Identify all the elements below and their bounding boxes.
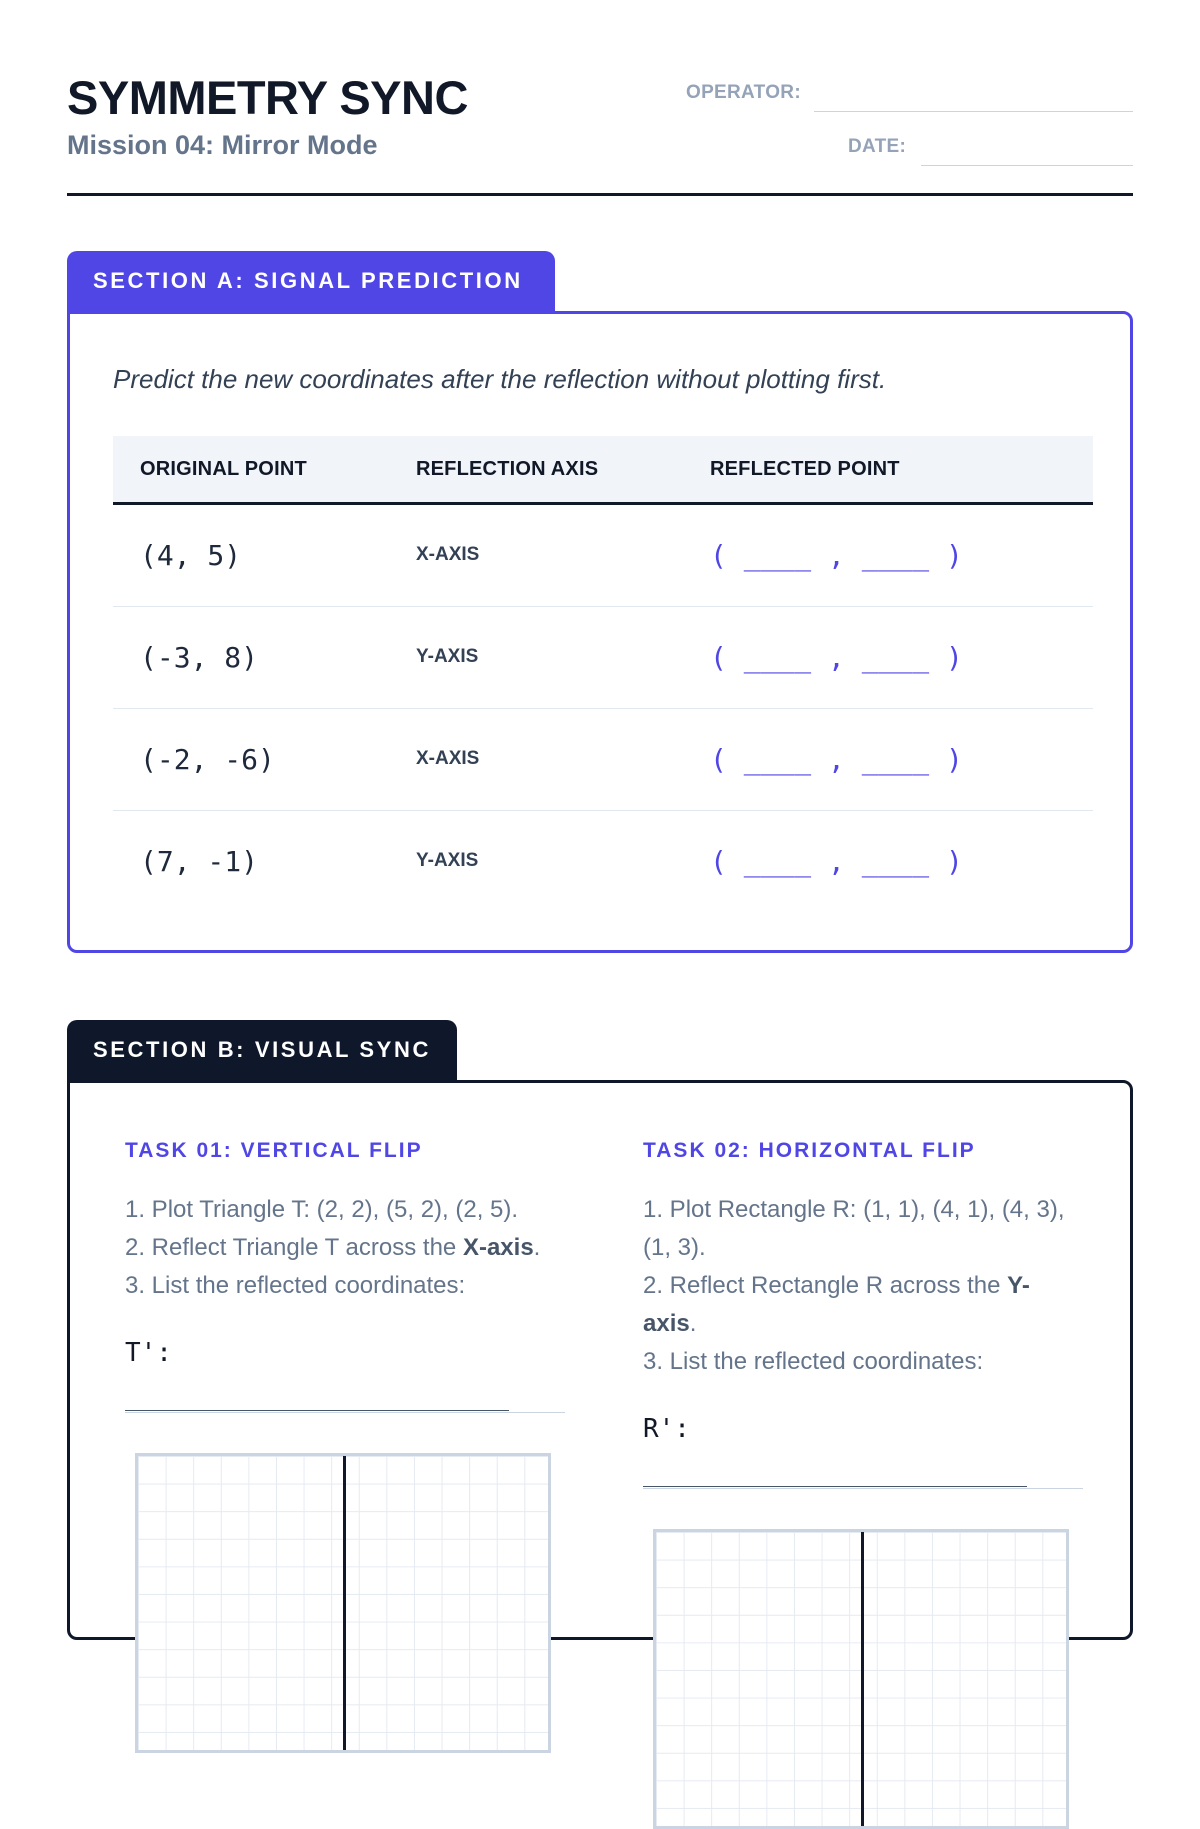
section-a-title: SECTION A: SIGNAL PREDICTION bbox=[93, 268, 523, 293]
task-01-answer-underline bbox=[125, 1410, 509, 1411]
table-row bbox=[113, 607, 1093, 709]
task-01-title: TASK 01: VERTICAL FLIP bbox=[125, 1139, 423, 1162]
original-point: (-2, -6) bbox=[140, 742, 275, 776]
task-02-step-1: 1. Plot Rectangle R: (1, 1), (4, 1), (4, 3), (1, 3). bbox=[643, 1196, 1065, 1261]
task-02-answer-underline bbox=[643, 1486, 1027, 1487]
step-text: 2. Reflect Triangle T across the bbox=[125, 1234, 463, 1261]
step-text-end: . bbox=[689, 1310, 697, 1337]
task-01-step-1: 1. Plot Triangle T: (2, 2), (5, 2), (2, 5). bbox=[125, 1196, 519, 1223]
task-01-answer-field[interactable] bbox=[125, 1412, 565, 1413]
task-02-answer-field[interactable] bbox=[643, 1488, 1083, 1489]
step-text: 2. Reflect Rectangle R across the bbox=[643, 1272, 1008, 1299]
task-01-step-3: 3. List the reflected coordinates: bbox=[125, 1272, 466, 1299]
page-subtitle: Mission 04: Mirror Mode bbox=[67, 130, 378, 160]
table-row bbox=[113, 505, 1093, 607]
reflection-axis: Y-AXIS bbox=[416, 646, 479, 667]
reflected-point-answer[interactable]: ( ____ , ____ ) bbox=[710, 640, 963, 674]
section-b-tab bbox=[67, 1020, 457, 1080]
date-label: DATE: bbox=[848, 136, 907, 157]
section-a-instruction: Predict the new coordinates after the reflection without plotting first. bbox=[113, 364, 887, 394]
axis-emphasis: X-axis bbox=[462, 1234, 534, 1261]
step-text-end: . bbox=[533, 1234, 541, 1261]
task-02-result-label: R': bbox=[643, 1414, 690, 1444]
date-field[interactable] bbox=[921, 165, 1133, 166]
task-02-step-3: 3. List the reflected coordinates: bbox=[643, 1348, 984, 1375]
column-header-original: ORIGINAL POINT bbox=[140, 457, 307, 480]
reflection-axis: X-AXIS bbox=[416, 748, 480, 769]
original-point: (4, 5) bbox=[140, 538, 242, 572]
task-02-title: TASK 02: HORIZONTAL FLIP bbox=[643, 1139, 976, 1162]
table-row bbox=[113, 709, 1093, 811]
section-a-panel bbox=[67, 311, 1133, 953]
reflection-axis: X-AXIS bbox=[416, 544, 480, 565]
reflection-axis: Y-AXIS bbox=[416, 850, 479, 871]
column-header-reflected: REFLECTED POINT bbox=[710, 457, 900, 480]
y-axis-line bbox=[343, 1456, 346, 1750]
y-axis-line bbox=[861, 1532, 864, 1826]
reflected-point-answer[interactable]: ( ____ , ____ ) bbox=[710, 538, 963, 572]
operator-label: OPERATOR: bbox=[686, 82, 801, 103]
reflected-point-answer[interactable]: ( ____ , ____ ) bbox=[710, 844, 963, 878]
table-header bbox=[113, 436, 1093, 505]
section-b-title: SECTION B: VISUAL SYNC bbox=[93, 1037, 431, 1062]
axis-emphasis: Y-axis bbox=[643, 1272, 1030, 1337]
reflected-point-answer[interactable]: ( ____ , ____ ) bbox=[710, 742, 963, 776]
section-b-panel bbox=[67, 1080, 1133, 1640]
original-point: (7, -1) bbox=[140, 844, 259, 878]
task-02-steps bbox=[643, 1191, 1073, 1381]
task-01-coordinate-grid[interactable] bbox=[135, 1453, 551, 1753]
task-01-step-2 bbox=[125, 1229, 555, 1267]
section-a-tab bbox=[67, 251, 555, 311]
column-header-axis: REFLECTION AXIS bbox=[416, 457, 599, 480]
task-01-steps bbox=[125, 1191, 555, 1305]
task-02-step-2 bbox=[643, 1267, 1073, 1343]
prediction-table bbox=[113, 436, 1093, 912]
task-02-coordinate-grid[interactable] bbox=[653, 1529, 1069, 1829]
task-01-result-label: T': bbox=[125, 1338, 172, 1368]
operator-field[interactable] bbox=[814, 111, 1133, 112]
header-divider bbox=[67, 193, 1133, 196]
page-title: SYMMETRY SYNC bbox=[67, 71, 468, 124]
table-row bbox=[113, 811, 1093, 912]
original-point: (-3, 8) bbox=[140, 640, 259, 674]
